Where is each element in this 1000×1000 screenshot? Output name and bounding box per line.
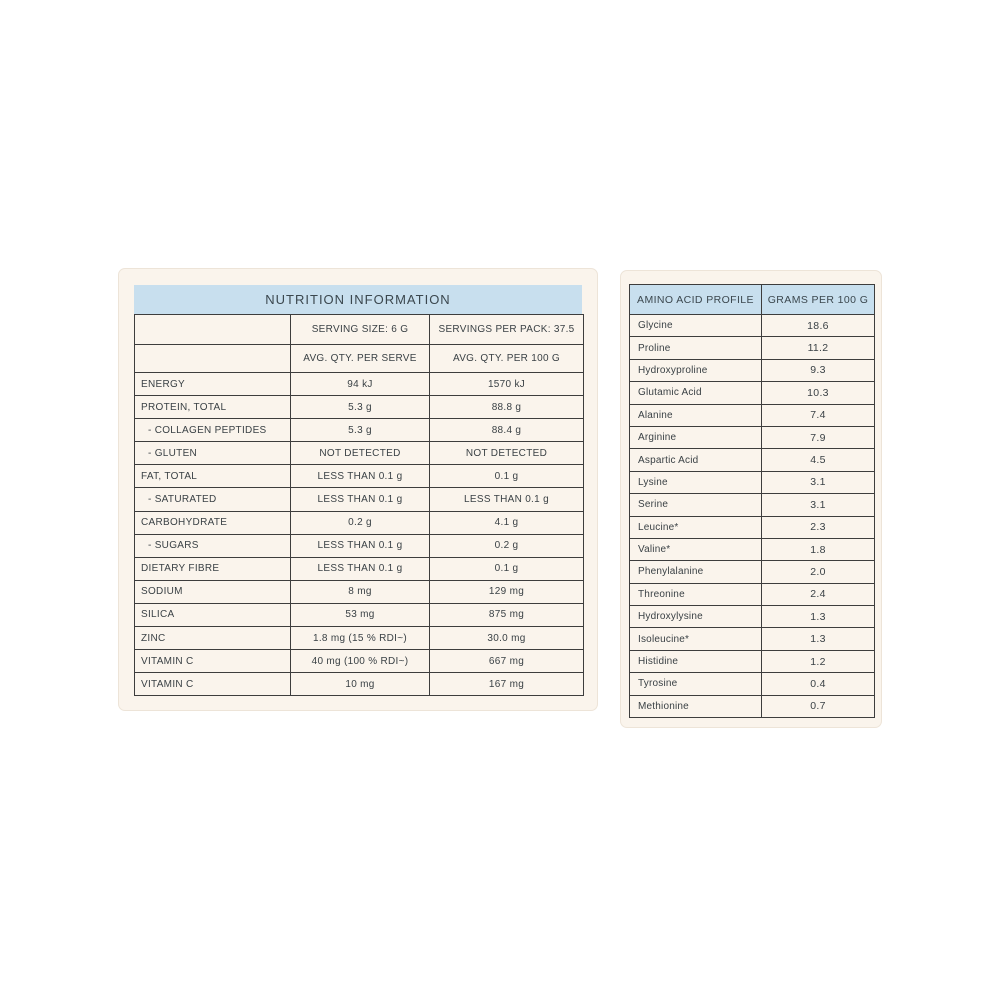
amino-acid-name: Alanine bbox=[630, 404, 762, 426]
nutrient-per-100g-value: LESS THAN 0.1 g bbox=[430, 488, 584, 511]
nutrition-row bbox=[135, 373, 584, 396]
amino-acid-profile-header: AMINO ACID PROFILE bbox=[630, 285, 762, 315]
amino-acid-name: Arginine bbox=[630, 426, 762, 448]
nutrient-per-serve-value: 0.2 g bbox=[291, 511, 430, 534]
nutrient-label: - SUGARS bbox=[135, 534, 291, 557]
amino-acid-grams-value: 0.7 bbox=[762, 695, 875, 717]
nutrient-label: SILICA bbox=[135, 603, 291, 626]
amino-acid-grams-value: 0.4 bbox=[762, 673, 875, 695]
nutrient-per-100g-value: 30.0 mg bbox=[430, 627, 584, 650]
nutrition-row bbox=[135, 488, 584, 511]
nutrition-table bbox=[134, 314, 584, 696]
amino-acid-name: Phenylalanine bbox=[630, 561, 762, 583]
nutrient-per-serve-value: 94 kJ bbox=[291, 373, 430, 396]
amino-acid-name: Glutamic Acid bbox=[630, 382, 762, 404]
amino-acid-row bbox=[630, 628, 875, 650]
nutrient-per-serve-value: 5.3 g bbox=[291, 396, 430, 419]
nutrient-per-100g-value: 875 mg bbox=[430, 603, 584, 626]
amino-acid-grams-value: 1.3 bbox=[762, 628, 875, 650]
amino-acid-grams-value: 7.4 bbox=[762, 404, 875, 426]
nutrient-per-serve-value: LESS THAN 0.1 g bbox=[291, 557, 430, 580]
amino-acid-row bbox=[630, 606, 875, 628]
amino-acid-grams-value: 3.1 bbox=[762, 494, 875, 516]
nutrient-per-100g-value: 129 mg bbox=[430, 580, 584, 603]
amino-acid-grams-value: 7.9 bbox=[762, 426, 875, 448]
nutrition-row bbox=[135, 603, 584, 626]
nutrient-per-100g-value: 0.1 g bbox=[430, 557, 584, 580]
amino-acid-grams-value: 11.2 bbox=[762, 337, 875, 359]
nutrition-row bbox=[135, 673, 584, 696]
amino-acid-header-row bbox=[630, 285, 875, 315]
nutrient-per-serve-value: 5.3 g bbox=[291, 419, 430, 442]
empty-cell bbox=[135, 315, 291, 345]
nutrition-row bbox=[135, 580, 584, 603]
amino-acid-grams-value: 4.5 bbox=[762, 449, 875, 471]
nutrient-per-serve-value: 1.8 mg (15 % RDI~) bbox=[291, 627, 430, 650]
nutrient-per-serve-value: 8 mg bbox=[291, 580, 430, 603]
amino-acid-name: Histidine bbox=[630, 650, 762, 672]
servings-per-pack-header: SERVINGS PER PACK: 37.5 bbox=[430, 315, 584, 345]
amino-acid-row bbox=[630, 404, 875, 426]
nutrient-per-serve-value: 40 mg (100 % RDI~) bbox=[291, 650, 430, 673]
nutrient-label: FAT, TOTAL bbox=[135, 465, 291, 488]
amino-acid-name: Lysine bbox=[630, 471, 762, 493]
amino-acid-row bbox=[630, 650, 875, 672]
amino-acid-name: Methionine bbox=[630, 695, 762, 717]
nutrient-per-serve-value: LESS THAN 0.1 g bbox=[291, 534, 430, 557]
nutrition-row bbox=[135, 511, 584, 534]
amino-acid-name: Tyrosine bbox=[630, 673, 762, 695]
nutrition-row bbox=[135, 650, 584, 673]
amino-acid-grams-value: 3.1 bbox=[762, 471, 875, 493]
amino-acid-grams-value: 18.6 bbox=[762, 315, 875, 337]
nutrient-per-serve-value: NOT DETECTED bbox=[291, 442, 430, 465]
amino-acid-row bbox=[630, 516, 875, 538]
amino-acid-row bbox=[630, 673, 875, 695]
amino-acid-row bbox=[630, 426, 875, 448]
amino-acid-name: Threonine bbox=[630, 583, 762, 605]
nutrient-per-100g-value: 1570 kJ bbox=[430, 373, 584, 396]
nutrient-label: SODIUM bbox=[135, 580, 291, 603]
avg-qty-per-serve-header: AVG. QTY. PER SERVE bbox=[291, 345, 430, 373]
amino-acid-row bbox=[630, 337, 875, 359]
nutrition-information-title: NUTRITION INFORMATION bbox=[134, 285, 582, 314]
nutrition-header-row-qty bbox=[135, 345, 584, 373]
avg-qty-per-100g-header: AVG. QTY. PER 100 G bbox=[430, 345, 584, 373]
amino-acid-grams-value: 2.3 bbox=[762, 516, 875, 538]
nutrient-per-serve-value: 10 mg bbox=[291, 673, 430, 696]
nutrition-row bbox=[135, 419, 584, 442]
nutrient-label: - SATURATED bbox=[135, 488, 291, 511]
empty-cell bbox=[135, 345, 291, 373]
nutrient-label: VITAMIN C bbox=[135, 650, 291, 673]
amino-acid-name: Glycine bbox=[630, 315, 762, 337]
amino-acid-grams-value: 2.0 bbox=[762, 561, 875, 583]
nutrient-per-100g-value: 0.1 g bbox=[430, 465, 584, 488]
nutrient-per-100g-value: 0.2 g bbox=[430, 534, 584, 557]
amino-acid-grams-value: 9.3 bbox=[762, 359, 875, 381]
nutrient-per-100g-value: 88.4 g bbox=[430, 419, 584, 442]
nutrient-per-serve-value: LESS THAN 0.1 g bbox=[291, 465, 430, 488]
amino-acid-name: Proline bbox=[630, 337, 762, 359]
amino-acid-profile-card bbox=[620, 270, 882, 728]
amino-acid-row bbox=[630, 538, 875, 560]
nutrition-row bbox=[135, 396, 584, 419]
amino-acid-row bbox=[630, 471, 875, 493]
nutrient-per-100g-value: 88.8 g bbox=[430, 396, 584, 419]
nutrient-label: CARBOHYDRATE bbox=[135, 511, 291, 534]
amino-acid-name: Aspartic Acid bbox=[630, 449, 762, 471]
amino-acid-name: Isoleucine* bbox=[630, 628, 762, 650]
amino-acid-row bbox=[630, 382, 875, 404]
amino-acid-name: Hydroxylysine bbox=[630, 606, 762, 628]
amino-acid-row bbox=[630, 583, 875, 605]
nutrient-label: - COLLAGEN PEPTIDES bbox=[135, 419, 291, 442]
nutrition-row bbox=[135, 534, 584, 557]
nutrient-per-100g-value: NOT DETECTED bbox=[430, 442, 584, 465]
amino-acid-row bbox=[630, 561, 875, 583]
amino-acid-row bbox=[630, 494, 875, 516]
nutrition-row bbox=[135, 442, 584, 465]
amino-acid-row bbox=[630, 695, 875, 717]
nutrient-per-100g-value: 167 mg bbox=[430, 673, 584, 696]
nutrient-label: - GLUTEN bbox=[135, 442, 291, 465]
amino-acid-grams-value: 10.3 bbox=[762, 382, 875, 404]
nutrient-label: PROTEIN, TOTAL bbox=[135, 396, 291, 419]
amino-acid-name: Hydroxyproline bbox=[630, 359, 762, 381]
amino-acid-name: Leucine* bbox=[630, 516, 762, 538]
amino-acid-grams-value: 1.8 bbox=[762, 538, 875, 560]
nutrition-row bbox=[135, 557, 584, 580]
nutrition-information-card bbox=[118, 268, 598, 711]
nutrient-label: DIETARY FIBRE bbox=[135, 557, 291, 580]
amino-acid-row bbox=[630, 315, 875, 337]
nutrient-per-serve-value: 53 mg bbox=[291, 603, 430, 626]
amino-acid-grams-value: 1.2 bbox=[762, 650, 875, 672]
amino-acid-grams-value: 1.3 bbox=[762, 606, 875, 628]
nutrient-per-100g-value: 667 mg bbox=[430, 650, 584, 673]
amino-acid-name: Valine* bbox=[630, 538, 762, 560]
serving-size-header: SERVING SIZE: 6 G bbox=[291, 315, 430, 345]
amino-acid-row bbox=[630, 449, 875, 471]
nutrient-label: ENERGY bbox=[135, 373, 291, 396]
amino-acid-grams-value: 2.4 bbox=[762, 583, 875, 605]
nutrient-label: VITAMIN C bbox=[135, 673, 291, 696]
nutrient-per-100g-value: 4.1 g bbox=[430, 511, 584, 534]
nutrition-row bbox=[135, 465, 584, 488]
nutrition-row bbox=[135, 627, 584, 650]
nutrient-per-serve-value: LESS THAN 0.1 g bbox=[291, 488, 430, 511]
nutrition-header-row-serving bbox=[135, 315, 584, 345]
nutrient-label: ZINC bbox=[135, 627, 291, 650]
amino-acid-table bbox=[629, 284, 875, 718]
amino-acid-name: Serine bbox=[630, 494, 762, 516]
amino-acid-row bbox=[630, 359, 875, 381]
grams-per-100g-header: GRAMS PER 100 G bbox=[762, 285, 875, 315]
